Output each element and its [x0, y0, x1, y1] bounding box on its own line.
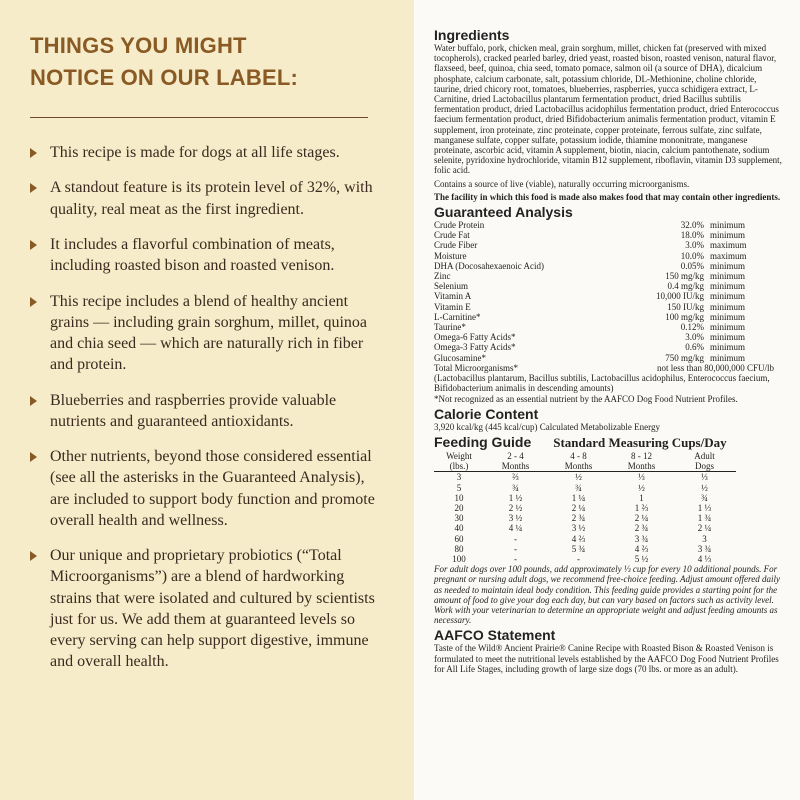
probiotic-note: Contains a source of live (viable), naturally occurring microorganisms. [434, 178, 690, 189]
arrow-bullet-icon [30, 148, 37, 158]
table-header-row: Weight 2 - 4 4 - 8 8 - 12 Adult [446, 450, 715, 461]
aafco-title: AAFCO Statement [434, 627, 556, 644]
list-item-text: Other nutrients, beyond those considered essential (see all the asterisks in the Guaranteed Analysis), are included to support body function and promote overall health and wellness. [50, 448, 375, 529]
table-row: 100 - - 5 ½ 4 ⅓ [452, 553, 712, 564]
feeding-note: For adult dogs over 100 pounds, add approximately ⅓ cup for every 10 additional pounds. For pregnant or nursing adult dogs, we recommend free-choice feeding. Adjust amount offered daily as needed to maintain ideal body condition. This feeding guide provides a starting point for the amount of food to give your dog each day, but can vary based on factors such as activity level. Work with your veterinarian to determine an appropriate weight and adjust feeding amounts as necessary. [434, 564, 780, 626]
label-panel [414, 0, 800, 800]
table-row: 40 4 ¼ 3 ½ 2 ¾ 2 ¼ [454, 523, 712, 534]
table-row: Vitamin E 150 IU/kg minimum [434, 301, 746, 312]
list-item [30, 291, 382, 376]
table-row: Crude Fiber 3.0% maximum [434, 240, 747, 251]
table-row: Zinc 150 mg/kg minimum [434, 271, 746, 282]
table-row: Taurine* 0.12% minimum [434, 322, 746, 333]
analysis-footnote: *Not recognized as an essential nutrient by the AAFCO Dog Food Nutrient Profiles. [434, 393, 738, 404]
list-item-text: A standout feature is its protein level of 32%, with quality, real meat as the first ingredient. [50, 179, 373, 218]
strains-text: (Lactobacillus plantarum, Bacillus subtilis, Lactobacillus acidophilus, Enterococcus faecium, Bifidobacterium animalis in descending amounts) [434, 373, 770, 394]
list-item-text: This recipe includes a blend of healthy ancient grains — including grain sorghum, millet, quinoa and chia seed — which are naturally rich in fiber and protein. [50, 292, 367, 374]
feeding-subtitle: Standard Measuring Cups/Day [553, 434, 727, 450]
table-row: Total Microorganisms* not less than 80,000,000 CFU/lb [434, 362, 774, 373]
table-row: Crude Fat 18.0% minimum [434, 230, 746, 241]
calorie-title: Calorie Content [434, 405, 539, 422]
list-item [30, 390, 382, 432]
table-row: 30 3 ½ 2 ¾ 2 ¼ 1 ¾ [454, 513, 712, 524]
table-row: Omega-6 Fatty Acids* 3.0% minimum [434, 332, 746, 343]
list-item-text: This recipe is made for dogs at all life stages. [50, 144, 340, 161]
arrow-bullet-icon [30, 452, 37, 462]
table-row: 80 - 5 ¾ 4 ⅔ 3 ¾ [454, 543, 712, 554]
table-row: 20 2 ½ 2 ¼ 1 ⅔ 1 ⅓ [454, 502, 712, 513]
list-item [30, 142, 382, 163]
calorie-text: 3,920 kcal/kg (445 kcal/cup) Calculated Metabolizable Energy [434, 421, 661, 432]
table-row: DHA (Docosahexaenoic Acid) 0.05% minimum [434, 260, 746, 271]
heading-line-1: THINGS YOU MIGHT [30, 33, 247, 58]
feeding-header [434, 435, 784, 451]
ingredients-title: Ingredients [434, 27, 510, 43]
table-row: 3 ⅔ ½ ⅓ ⅓ [456, 472, 708, 483]
analysis-title: Guaranteed Analysis [434, 204, 573, 221]
table-row: 10 1 ½ 1 ¼ 1 ¾ [454, 492, 708, 503]
facility-note: The facility in which this food is made also makes food that may contain other ingredients. [434, 191, 781, 202]
list-item-text: Blueberries and raspberries provide valuable nutrients and guaranteed antioxidants. [50, 391, 337, 430]
arrow-bullet-icon [30, 297, 37, 307]
arrow-bullet-icon [30, 551, 37, 561]
table-row: Crude Protein 32.0% minimum [434, 220, 746, 231]
table-row: Moisture 10.0% maximum [434, 250, 747, 261]
arrow-bullet-icon [30, 183, 37, 193]
heading-divider [30, 117, 368, 118]
ingredients-text: Water buffalo, pork, chicken meal, grain sorghum, millet, chicken fat (preserved with mixed tocopherols), cracked pearled barley, dried yeast, roasted bison, roasted venison, natural flavor, flaxseed, beef, quinoa, chia seed, tomato pomace, salmon oil (a source of DHA), dicalcium phosphate, calcium carbonate, salt, potassium chloride, DL-Methionine, choline chloride, taurine, dried chicory root, tomatoes, blueberries, raspberries, yucca schidigera extract, L-Carnitine, dried Lactobacillus plantarum fermentation product, dried Bacillus subtilis fermentation product, dried Lactobacillus acidophilus fermentation product, dried Enterococcus faecium fermentation product, dried Bifidobacterium animalis fermentation product, vitamin E supplement, iron proteinate, zinc proteinate, copper proteinate, ferrous sulfate, zinc sulfate, manganese sulfate, copper sulfate, potassium iodide, thiamine mononitrate, manganese proteinate, ascorbic acid, vitamin A supplement, biotin, niacin, calcium pantothenate, sodium selenite, pyridoxine hydrochloride, vitamin B12 supplement, riboflavin, vitamin D3 supplement, folic acid. [434, 43, 782, 176]
table-row: Glucosamine* 750 mg/kg minimum [434, 352, 746, 363]
list-item [30, 177, 382, 219]
table-header-row: (lbs.) Months Months Months Dogs [434, 461, 736, 472]
panel-heading [30, 30, 382, 94]
aafco-text: Taste of the Wild® Ancient Prairie® Canine Recipe with Roasted Bison & Roasted Venison is formulated to meet the nutritional levels established by the AAFCO Dog Food Nutrient Profiles for All Life Stages, including growth of large size dogs (70 lbs. or more as an adult). [434, 643, 779, 674]
list-item [30, 545, 382, 672]
list-item [30, 446, 382, 531]
list-item-text: Our unique and proprietary probiotics (“Total Microorganisms”) are a blend of hardworking strains that were isolated and cultured by scientists just for us. We add them at guaranteed levels so every serving can help support digestive, immune and overall health. [50, 547, 375, 671]
heading-line-2: NOTICE ON OUR LABEL: [30, 65, 298, 90]
table-row: Vitamin A 10,000 IU/kg minimum [434, 291, 746, 302]
arrow-bullet-icon [30, 240, 37, 250]
list-item-text: It includes a flavorful combination of meats, including roasted bison and roasted venison. [50, 235, 335, 275]
list-item [30, 234, 382, 276]
analysis-table [434, 220, 780, 373]
feeding-title: Feeding Guide [434, 433, 532, 450]
table-row: 60 - 4 ⅔ 3 ¾ 3 [454, 533, 707, 544]
feature-list [30, 142, 382, 672]
arrow-bullet-icon [30, 396, 37, 406]
table-row: 5 ¾ ¾ ½ ½ [456, 482, 708, 493]
table-row: L-Carnitine* 100 mg/kg minimum [434, 311, 746, 322]
table-row: Selenium 0.4 mg/kg minimum [434, 281, 746, 292]
table-row: Omega-3 Fatty Acids* 0.6% minimum [434, 342, 746, 353]
feeding-table [434, 451, 736, 564]
